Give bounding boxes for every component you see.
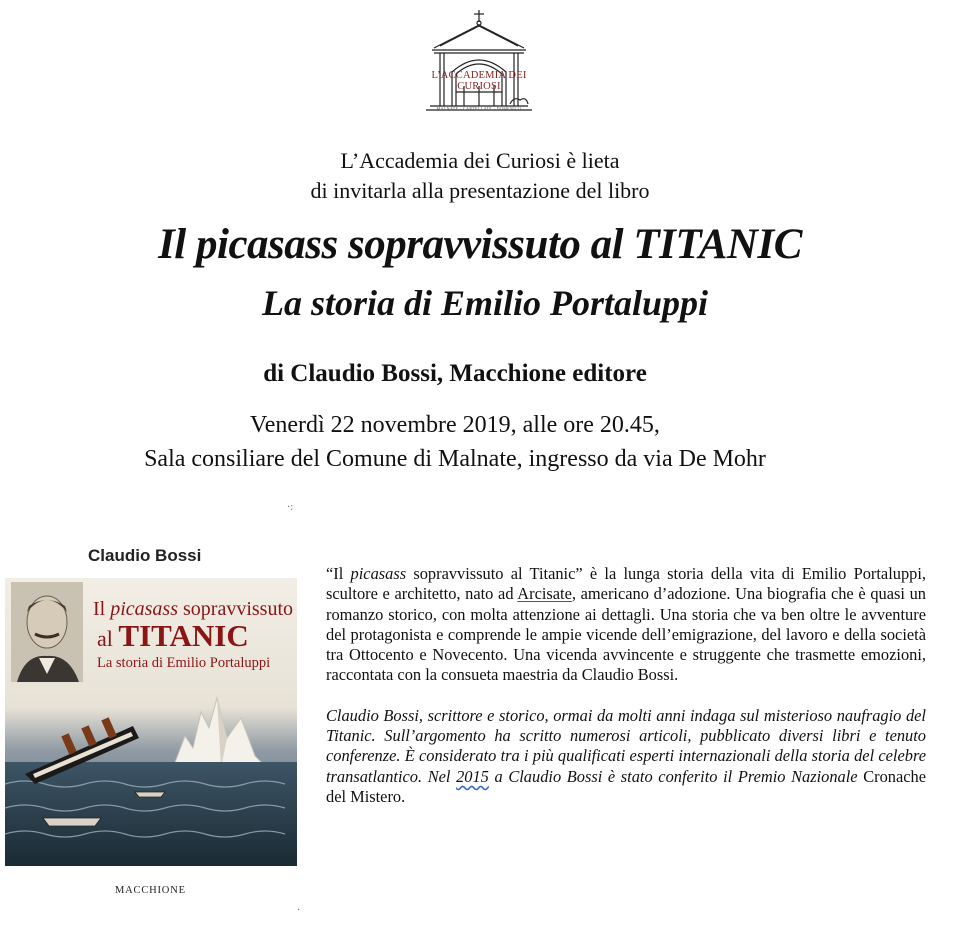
description-paragraph-1: “Il picasass sopravvissuto al Titanic” è la lunga storia della vita di Emilio Portaluppi, scultore e architetto, nato ad Arcisate, americano d’adozione. Una biografia che è quasi un romanzo storico, con molta attenzione ai dettagli. Una storia che va ben oltre le avventure del protagonista e comprende le ampie vicende dell’emigrazione, del lavoro e della società tra Ottocento e Novecento. Una vicenda avvincente e struggente che trasmette emozioni, raccontata con la consueta maestria da Claudio Bossi. <box>326 564 927 685</box>
stray-mark: ·: <box>287 502 294 513</box>
cover-author: Claudio Bossi <box>88 546 202 565</box>
book-description <box>326 564 926 827</box>
event-venue: Sala consiliare del Comune di Malnate, ingresso da via De Mohr <box>144 446 766 472</box>
event-date: Venerdì 22 novembre 2019, alle ore 20.45, <box>250 412 660 438</box>
stray-mark-bottom: · <box>297 905 301 916</box>
year-2015: 2015 <box>456 766 489 786</box>
logo-subtitle: MALNATE · CARTELLATE · DOMENICO <box>436 106 522 111</box>
arcisate-link: Arcisate <box>517 584 572 604</box>
cover-title-line-2: al TITANIC <box>97 618 249 653</box>
author-publisher-line: di Claudio Bossi, Macchione editore <box>263 360 647 387</box>
logo-name: L’ACCADEMIA DEI CURIOSI <box>431 70 527 92</box>
description-paragraph-2: Claudio Bossi, scrittore e storico, ormai da molti anni indaga sul misterioso naufragio del Titanic. Sull’argomento ha scritto numerosi articoli, pubblicato diversi libri e tenuto conferenze. È considerato tra i più qualificati esperti internazionali della storia del celebre transatlantico. Nel 2015 a Claudio Bossi è stato conferito il Premio Nazionale Cronache del Mistero. <box>326 705 927 806</box>
cover-publisher: MACCHIONE <box>115 885 186 896</box>
cover-subtitle: La storia di Emilio Portaluppi <box>97 655 271 671</box>
book-cover <box>5 578 297 866</box>
book-title: Il picasass sopravvissuto al TITANIC <box>158 221 802 268</box>
intro-line-1: L’Accademia dei Curiosi è lieta <box>340 148 620 173</box>
cover-title-line-1: Il picasass sopravvissuto <box>93 598 294 620</box>
intro-line-2: di invitarla alla presentazione del libro <box>310 178 650 203</box>
academy-building-drawing <box>420 8 538 118</box>
academy-logo <box>420 8 538 118</box>
book-subtitle: La storia di Emilio Portaluppi <box>261 283 709 323</box>
